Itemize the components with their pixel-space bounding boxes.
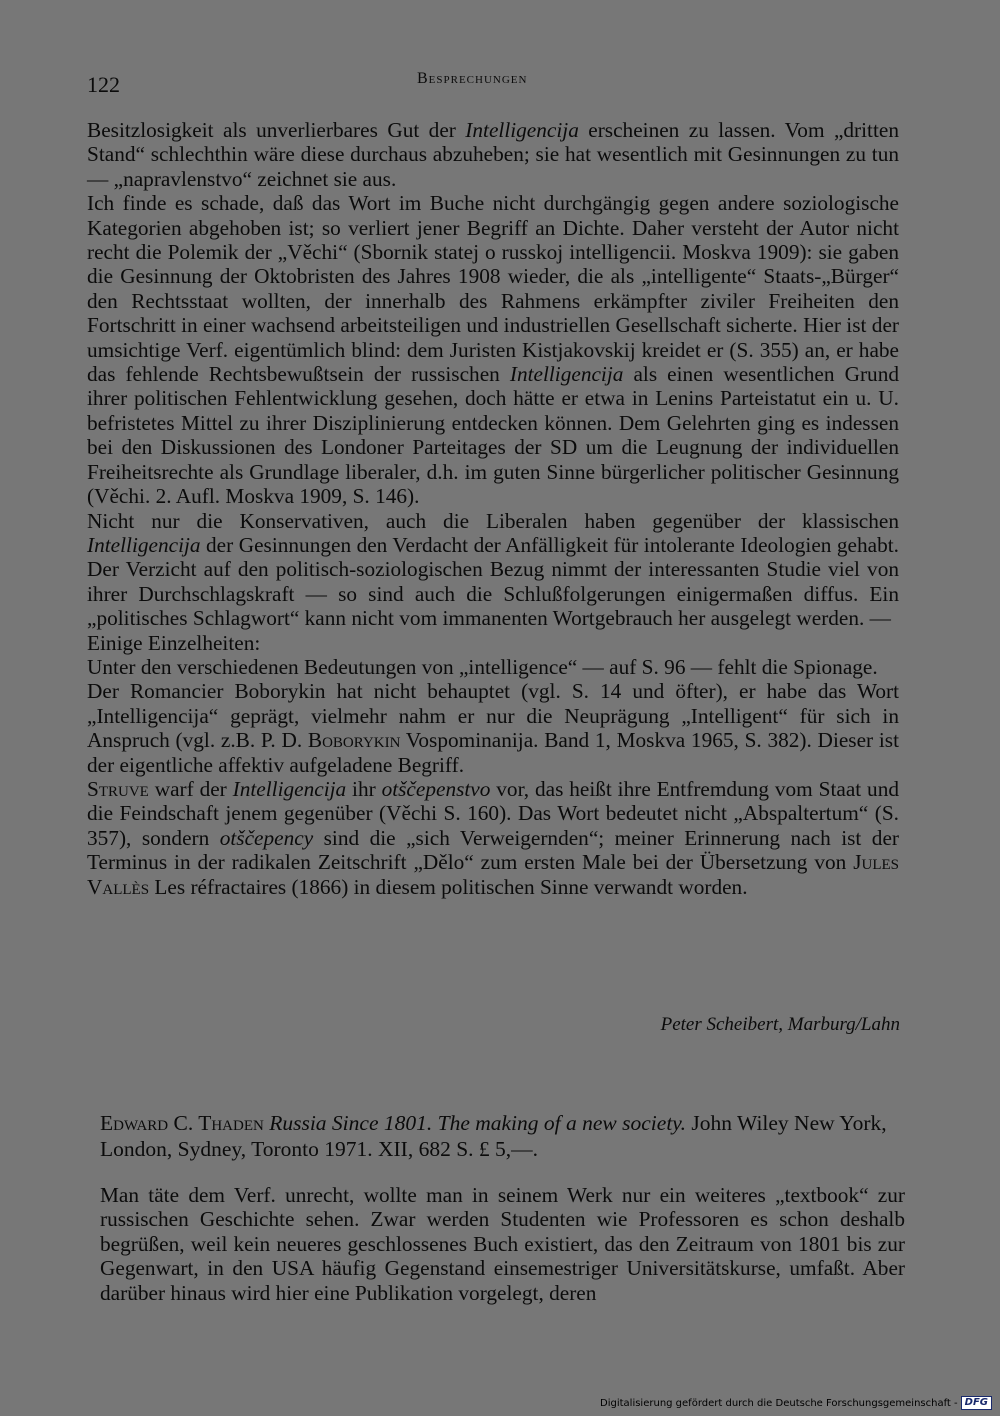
paragraph: Der Romancier Boborykin hat nicht behauptet (vgl. S. 14 und öfter), er habe das Wort „Intelligencija“ geprägt, vielmehr nahm er nur die Neuprägung „Intelligent“ für sich in Anspruch (vgl. z.B. P. D. Boborykin Vospominanija. Band 1, Moskva 1965, S. 382). Dieser ist der eigentliche affektiv aufgeladene Begriff. xyxy=(87,679,899,777)
page-header xyxy=(87,68,917,102)
book-author: Edward C. Thaden xyxy=(100,1111,264,1135)
review-body xyxy=(87,118,899,899)
digitization-footer xyxy=(600,1396,992,1410)
paragraph: Nicht nur die Konservativen, auch die Liberalen haben gegenüber der klassischen Intelligencija der Gesinnungen den Verdacht der Anfälligkeit für intolerante Ideologien gehabt. Der Verzicht auf den politisch-soziologischen Bezug nimmt der interessanten Studie viel von ihrer Durchschlagskraft — so sind auch die Schlußfolgerungen einigermaßen diffus. Ein „politisches Schlagwort“ kann nicht vom immanenten Wortgebrauch her ausgelegt werden. — xyxy=(87,508,899,631)
book-publication: John Wiley New York, London, Sydney, Toronto 1971. XII, 682 S. £ 5,—. xyxy=(100,1111,887,1161)
page-number: 122 xyxy=(87,72,120,97)
paragraph: Ich finde es schade, daß das Wort im Buche nicht durchgängig gegen andere soziologische Kategorien abgehoben ist; so verliert jener Begriff an Dichte. Daher versteht der Autor nicht recht die Polemik der „Věchi“ (Sbornik statej o russkoj intelligencii. Moskva 1909): sie gaben die Gesinnung der Oktobristen des Jahres 1908 wieder, die als „intelligente“ Staats-„Bürger“ den Rechtsstaat wollten, der innerhalb des Rahmens erkämpfter ziviler Freiheiten den Fortschritt in einer wachsend arbeitsteiligen und industriellen Gesellschaft sicherte. Hier ist der umsichtige Verf. eigentümlich blind: dem Juristen Kistjakovskij kreidet er (S. 355) an, er habe das fehlende Rechtsbewußtsein der russischen Intelligencija als einen wesentlichen Grund ihrer politischen Fehlentwicklung gesehen, doch hätte er etwa in Lenins Parteistatut ein u. U. befristetes Mittel zu ihrer Disziplinierung entdecken können. Dem Gelehrten ging es indessen bei den Diskussionen des Londoner Parteitages der SD um die Leugnung der individuellen Freiheitsrechte als Grundlage liberaler, d.h. im guten Sinne bürgerlicher politischer Gesinnung (Věchi. 2. Aufl. Moskva 1909, S. 146). xyxy=(87,191,899,509)
paragraph: Struve warf der Intelligencija ihr otščepenstvo vor, das heißt ihre Entfremdung vom Staat und die Feindschaft jenem gegenüber (Věchi S. 160). Das Wort bedeutet nicht „Abspaltertum“ (S. 357), sondern otščepency sind die „sich Verweigernden“; meiner Erinnerung nach ist der Terminus in der radikalen Zeitschrift „Dělo“ zum ersten Male bei der Übersetzung von Jules Vallès Les réfractaires (1866) in diesem politischen Sinne verwandt worden. xyxy=(87,776,899,899)
paragraph: Besitzlosigkeit als unverlierbares Gut der Intelligencija erscheinen zu lassen. Vom „dritten Stand“ schlechthin wäre diese durchaus abzuheben; sie hat wesentlich mit Gesinnungen zu tun — „napravlenstvo“ zeichnet sie aus. xyxy=(87,118,899,191)
paragraph: Unter den verschiedenen Bedeutungen von „intelligence“ — auf S. 96 — fehlt die Spionage. xyxy=(87,654,878,679)
review-heading xyxy=(100,1111,905,1162)
paragraph: Einige Einzelheiten: xyxy=(87,630,261,655)
book-title: Russia Since 1801. The making of a new society. xyxy=(269,1111,687,1135)
dfg-logo: DFG xyxy=(961,1396,992,1410)
running-head: Besprechungen xyxy=(417,70,528,87)
footer-text: Digitalisierung gefördert durch die Deutsche Forschungsgemeinschaft - xyxy=(600,1397,958,1409)
review-signature: Peter Scheibert, Marburg/Lahn xyxy=(660,1014,900,1035)
paragraph: Man täte dem Verf. unrecht, wollte man in seinem Werk nur ein weiteres „textbook“ zur russischen Geschichte sehen. Zwar werden Studenten wie Professoren es schon deshalb begrüßen, weil kein neueres geschlossenes Buch existiert, das den Zeitraum von 1801 bis zur Gegenwart, in den USA häufig Gegenstand einsemestriger Universitätskurse, umfaßt. Aber darüber hinaus wird hier eine Publikation vorgelegt, deren xyxy=(100,1183,905,1305)
